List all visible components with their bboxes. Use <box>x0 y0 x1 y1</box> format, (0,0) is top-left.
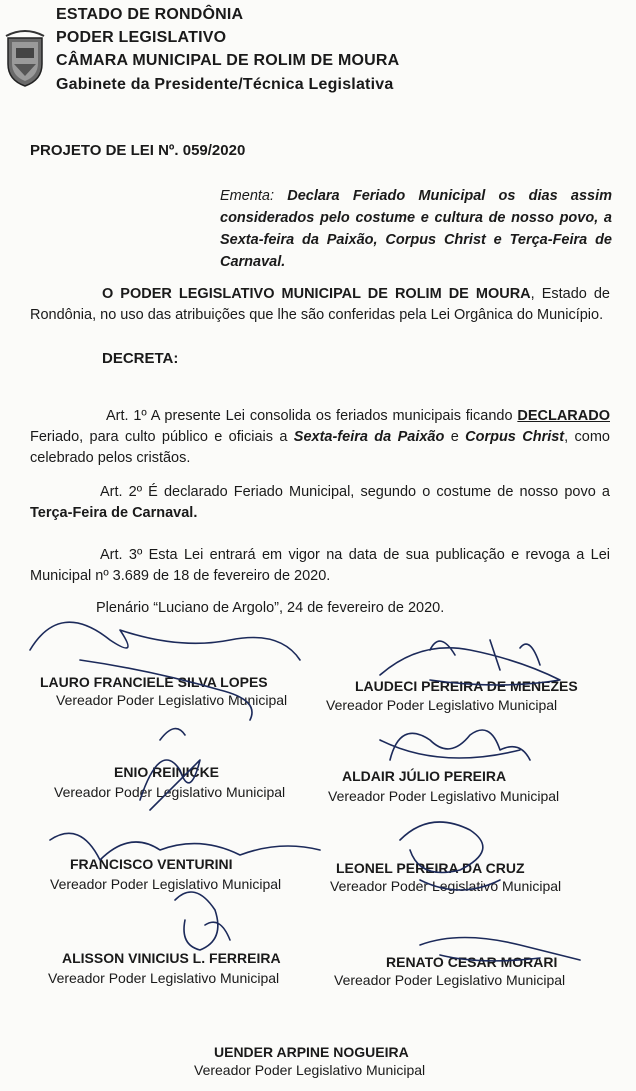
signatory-role: Vereador Poder Legislativo Municipal <box>50 876 282 892</box>
header-power: PODER LEGISLATIVO <box>56 29 227 46</box>
signatory-name: UENDER ARPINE NOGUEIRA <box>214 1044 409 1060</box>
signatory-name: ENIO REINICKE <box>114 764 220 780</box>
signatory-name: ALISSON VINICIUS L. FERREIRA <box>62 950 281 966</box>
art1-e: e <box>444 429 466 445</box>
header-chamber: CÂMARA MUNICIPAL DE ROLIM DE MOURA <box>56 52 400 69</box>
plenario-date: Plenário “Luciano de Argolo”, 24 de fevereiro de 2020. <box>96 600 445 616</box>
signatory-name: FRANCISCO VENTURINI <box>70 856 233 872</box>
signatory-name: RENATO CESAR MORARI <box>386 954 558 970</box>
article-2 <box>30 482 610 524</box>
ementa-label: Ementa: <box>220 188 274 204</box>
article-1 <box>30 406 610 469</box>
signature-scribble <box>380 730 530 760</box>
preamble-rest: , Estado de Rondônia, no uso das atribuições que lhe são conferidas pela Lei Orgânica do Município. <box>30 286 611 323</box>
header-state: ESTADO DE RONDÔNIA <box>56 6 244 23</box>
decreta-heading: DECRETA: <box>102 350 179 367</box>
article-3: Art. 3º Esta Lei entrará em vigor na data de sua publicação e revoga a Lei Municipal nº 3.689 de 18 de fevereiro de 2020. <box>30 547 610 584</box>
signatory-name: ALDAIR JÚLIO PEREIRA <box>342 768 507 784</box>
coat-of-arms-icon <box>2 28 48 90</box>
art1-end: , como celebrado pelos cristãos. <box>30 429 610 466</box>
signatory-role: Vereador Poder Legislativo Municipal <box>194 1062 426 1078</box>
signatory-name: LAURO FRANCIELE SILVA LOPES <box>40 674 268 690</box>
art1-sexta: Sexta-feira da Paixão <box>293 429 445 445</box>
signatory-role: Vereador Poder Legislativo Municipal <box>326 697 558 713</box>
bill-title: PROJETO DE LEI Nº. 059/2020 <box>30 142 246 159</box>
art1-mid: Feriado, para culto público e oficiais a <box>30 429 294 445</box>
signatory-role: Vereador Poder Legislativo Municipal <box>48 970 280 986</box>
signatory-role: Vereador Poder Legislativo Municipal <box>334 972 566 988</box>
signatory-role: Vereador Poder Legislativo Municipal <box>54 784 286 800</box>
art1-declarado: DECLARADO <box>517 408 610 424</box>
preamble <box>30 284 610 326</box>
ementa <box>220 185 612 273</box>
art2-bold: Terça-Feira de Carnaval. <box>30 505 198 521</box>
header-office: Gabinete da Presidente/Técnica Legislativa <box>56 76 394 93</box>
art1-intro: Art. 1º A presente Lei consolida os feriados municipais ficando <box>106 408 518 424</box>
preamble-bold: O PODER LEGISLATIVO MUNICIPAL DE ROLIM DE MOURA <box>102 286 531 302</box>
art2-intro: Art. 2º É declarado Feriado Municipal, segundo o costume de nosso povo a <box>100 484 610 500</box>
signatory-role: Vereador Poder Legislativo Municipal <box>330 878 562 894</box>
signatory-name: LEONEL PEREIRA DA CRUZ <box>336 860 525 876</box>
signatory-role: Vereador Poder Legislativo Municipal <box>328 788 560 804</box>
signatory-name: LAUDECI PEREIRA DE MENEZES <box>355 678 578 694</box>
signature-scribble <box>175 892 230 950</box>
signatory-role: Vereador Poder Legislativo Municipal <box>56 692 288 708</box>
ementa-text: Declara Feriado Municipal os dias assim considerados pelo costume e cultura de nosso povo, a Sexta-feira da Paixão, Corpus Christ e Terça-Feira de Carnaval. <box>220 188 612 270</box>
art1-corpus: Corpus Christ <box>465 429 565 445</box>
